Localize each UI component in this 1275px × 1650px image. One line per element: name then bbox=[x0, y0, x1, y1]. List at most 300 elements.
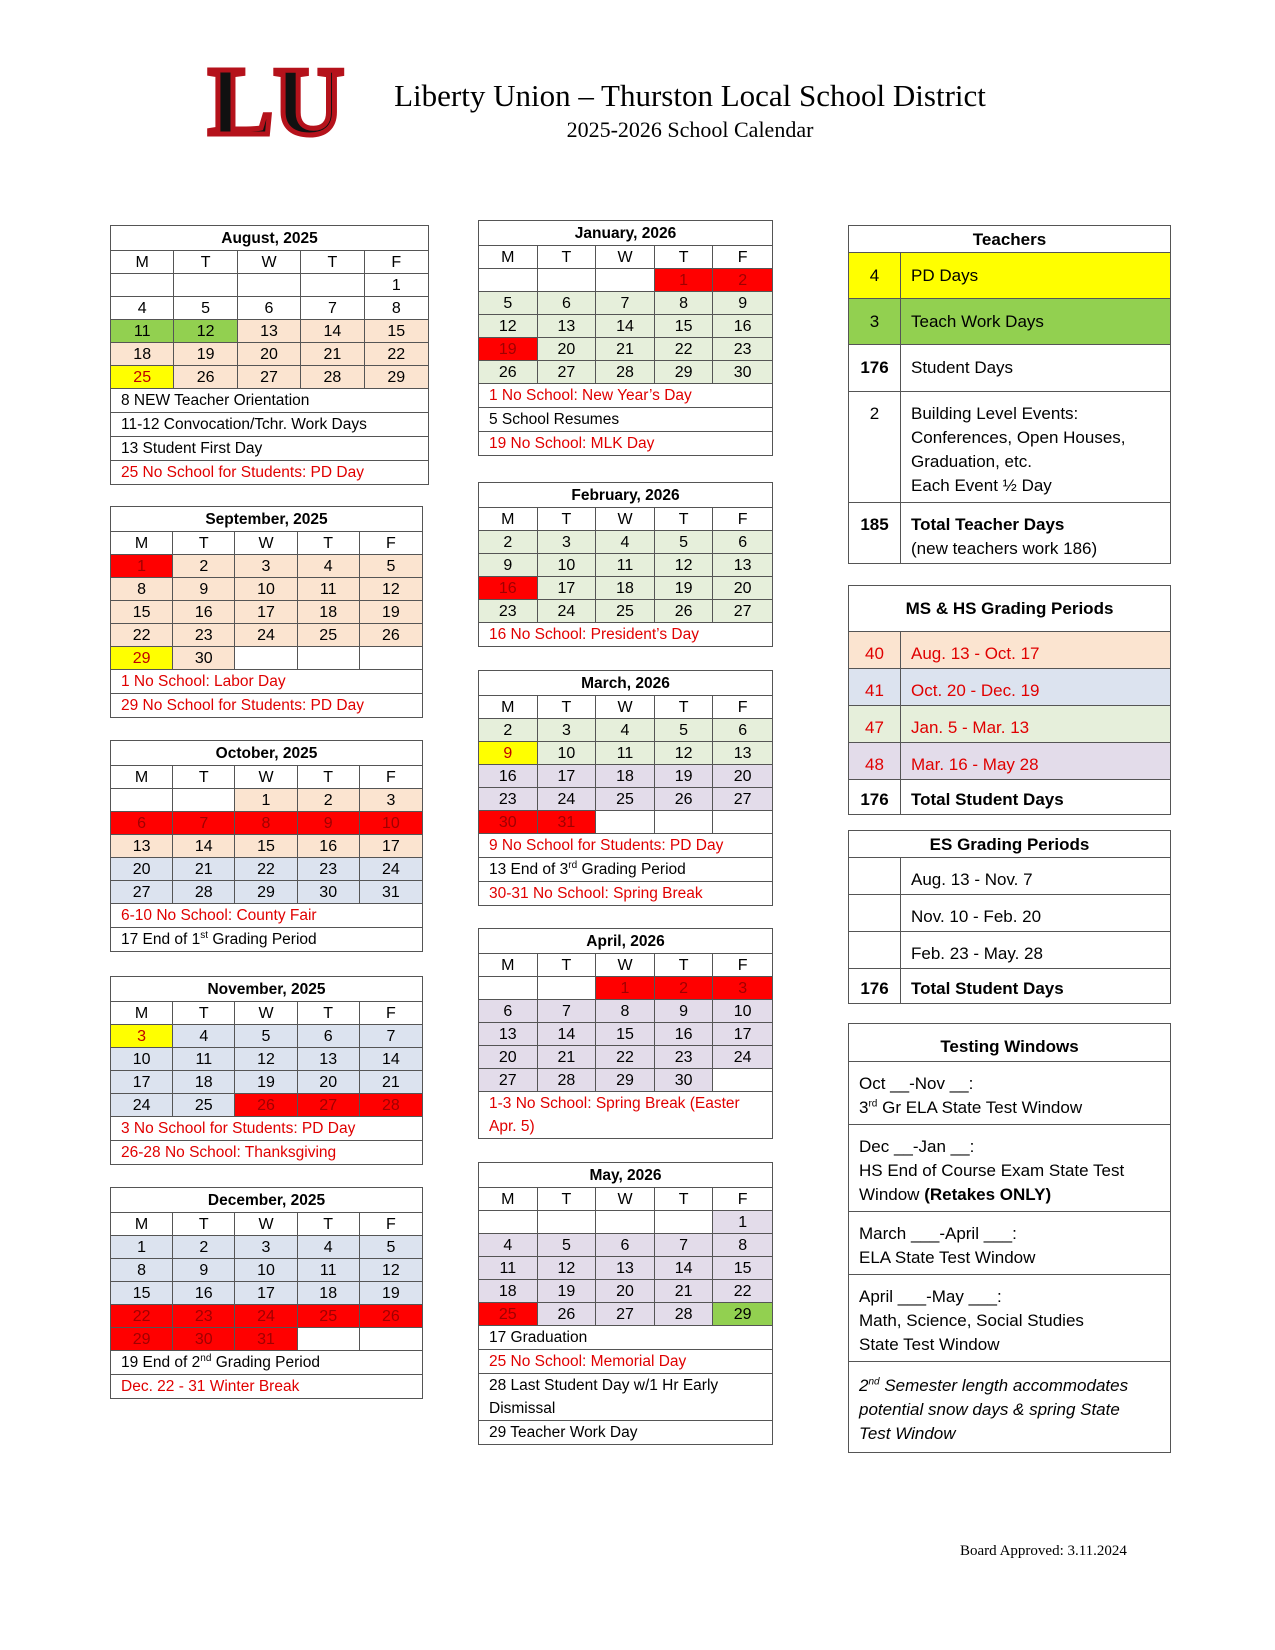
day-cell: 21 bbox=[655, 1280, 714, 1303]
day-cell: 20 bbox=[479, 1046, 538, 1069]
day-cell: 14 bbox=[655, 1257, 714, 1280]
page-subtitle: 2025-2026 School Calendar bbox=[566, 117, 814, 142]
weekday-header: T bbox=[538, 246, 597, 269]
row-number: 2 bbox=[849, 392, 901, 502]
month-april-2026 bbox=[478, 928, 773, 1139]
day-cell: 20 bbox=[596, 1280, 655, 1303]
empty-day-cell bbox=[360, 1328, 422, 1351]
day-cell: 15 bbox=[235, 835, 297, 858]
weekday-header: F bbox=[365, 251, 428, 274]
day-cell: 19 bbox=[655, 577, 714, 600]
day-cell: 17 bbox=[235, 601, 297, 624]
day-cell: 28 bbox=[360, 1094, 422, 1117]
day-cell: 21 bbox=[301, 343, 364, 366]
day-cell: 29 bbox=[235, 881, 297, 904]
row-label: Total Student Days bbox=[911, 790, 1064, 809]
weekday-header: M bbox=[111, 1213, 173, 1236]
day-cell: 17 bbox=[235, 1282, 297, 1305]
month-november-2025 bbox=[110, 976, 423, 1165]
day-cell: 31 bbox=[360, 881, 422, 904]
row-label: Mar. 16 - May 28 bbox=[911, 755, 1039, 774]
weekday-header: T bbox=[173, 1213, 235, 1236]
day-cell: 16 bbox=[713, 315, 772, 338]
month-grid bbox=[111, 251, 428, 389]
day-cell: 4 bbox=[298, 1236, 360, 1259]
teachers-row-total bbox=[849, 503, 1170, 563]
month-note: 11-12 Convocation/Tchr. Work Days bbox=[111, 413, 428, 437]
es-total-row bbox=[849, 969, 1170, 1003]
day-cell: 27 bbox=[111, 881, 173, 904]
day-cell: 27 bbox=[713, 788, 772, 811]
day-cell: 22 bbox=[713, 1280, 772, 1303]
day-cell: 20 bbox=[713, 765, 772, 788]
empty-day-cell bbox=[479, 1211, 538, 1234]
testing-desc: Math, Science, Social Studies bbox=[859, 1311, 1084, 1330]
weekday-header: W bbox=[596, 954, 655, 977]
weekday-header: F bbox=[360, 1002, 422, 1025]
testing-desc: Window (Retakes ONLY) bbox=[859, 1185, 1052, 1204]
day-cell: 15 bbox=[111, 1282, 173, 1305]
day-cell: 2 bbox=[173, 1236, 235, 1259]
month-title: August, 2025 bbox=[111, 226, 428, 251]
day-cell: 26 bbox=[655, 600, 714, 623]
weekday-header: T bbox=[538, 1188, 597, 1211]
day-cell: 10 bbox=[235, 578, 297, 601]
day-cell: 12 bbox=[235, 1048, 297, 1071]
day-cell: 24 bbox=[360, 858, 422, 881]
day-cell: 8 bbox=[111, 1259, 173, 1282]
month-note: 19 End of 2nd Grading Period bbox=[111, 1351, 422, 1375]
weekday-header: W bbox=[596, 246, 655, 269]
weekday-header: M bbox=[479, 1188, 538, 1211]
day-cell: 10 bbox=[235, 1259, 297, 1282]
month-grid bbox=[479, 954, 772, 1092]
weekday-header: W bbox=[596, 508, 655, 531]
weekday-header: T bbox=[301, 251, 364, 274]
day-cell: 2 bbox=[713, 269, 772, 292]
day-cell: 24 bbox=[235, 624, 297, 647]
weekday-header: F bbox=[360, 532, 422, 555]
day-cell: 13 bbox=[713, 742, 772, 765]
teachers-row-work bbox=[849, 299, 1170, 345]
day-cell: 27 bbox=[538, 361, 597, 384]
board-approved: Board Approved: 3.11.2024 bbox=[960, 1543, 1127, 1559]
month-note: 17 Graduation bbox=[479, 1326, 772, 1350]
day-cell: 19 bbox=[655, 765, 714, 788]
month-title: April, 2026 bbox=[479, 929, 772, 954]
day-cell: 29 bbox=[111, 647, 173, 670]
weekday-header: T bbox=[173, 1002, 235, 1025]
day-cell: 6 bbox=[479, 1000, 538, 1023]
day-cell: 15 bbox=[596, 1023, 655, 1046]
day-cell: 22 bbox=[596, 1046, 655, 1069]
weekday-header: W bbox=[596, 696, 655, 719]
month-january-2026 bbox=[478, 220, 773, 456]
day-cell: 19 bbox=[538, 1280, 597, 1303]
weekday-header: T bbox=[538, 508, 597, 531]
weekday-header: T bbox=[173, 532, 235, 555]
day-cell: 12 bbox=[655, 554, 714, 577]
day-cell: 13 bbox=[298, 1048, 360, 1071]
day-cell: 1 bbox=[111, 555, 173, 578]
day-cell: 11 bbox=[173, 1048, 235, 1071]
weekday-header: T bbox=[538, 696, 597, 719]
row-line: Conferences, Open Houses, bbox=[911, 428, 1126, 447]
page-title: Liberty Union – Thurston Local School District bbox=[394, 78, 986, 113]
testing-windows bbox=[848, 1023, 1171, 1453]
day-cell: 3 bbox=[360, 789, 422, 812]
weekday-header: T bbox=[655, 508, 714, 531]
day-cell: 26 bbox=[479, 361, 538, 384]
day-cell: 22 bbox=[235, 858, 297, 881]
row-label: Total Student Days bbox=[911, 979, 1064, 998]
month-title: October, 2025 bbox=[111, 741, 422, 766]
row-number: 47 bbox=[849, 706, 901, 742]
testing-date: March ___-April ___: bbox=[859, 1224, 1017, 1243]
day-cell: 27 bbox=[596, 1303, 655, 1326]
day-cell: 20 bbox=[111, 858, 173, 881]
row-number: 3 bbox=[849, 299, 901, 344]
day-cell: 23 bbox=[479, 788, 538, 811]
day-cell: 7 bbox=[360, 1025, 422, 1048]
testing-window-row bbox=[849, 1275, 1170, 1362]
month-title: December, 2025 bbox=[111, 1188, 422, 1213]
month-note: 16 No School: President’s Day bbox=[489, 626, 699, 643]
row-label: Nov. 10 - Feb. 20 bbox=[911, 907, 1042, 926]
day-cell: 30 bbox=[173, 647, 235, 670]
weekday-header: W bbox=[238, 251, 301, 274]
month-note: 1 No School: New Year’s Day bbox=[479, 384, 772, 408]
month-title: May, 2026 bbox=[479, 1163, 772, 1188]
day-cell: 15 bbox=[655, 315, 714, 338]
row-line: Each Event ½ Day bbox=[911, 476, 1052, 495]
month-note: 25 No School: Memorial Day bbox=[479, 1350, 772, 1374]
month-note: 26-28 No School: Thanksgiving bbox=[121, 1144, 337, 1161]
day-cell: 2 bbox=[173, 555, 235, 578]
day-cell: 15 bbox=[111, 601, 173, 624]
day-cell: 24 bbox=[538, 600, 597, 623]
month-grid bbox=[111, 532, 422, 670]
month-note: 30-31 No School: Spring Break bbox=[489, 885, 703, 902]
empty-day-cell bbox=[713, 811, 772, 834]
day-cell: 1 bbox=[655, 269, 714, 292]
testing-window-row bbox=[849, 1212, 1170, 1275]
day-cell: 21 bbox=[173, 858, 235, 881]
month-note: 6-10 No School: County Fair bbox=[111, 904, 422, 928]
day-cell: 21 bbox=[596, 338, 655, 361]
weekday-header: M bbox=[479, 696, 538, 719]
day-cell: 8 bbox=[111, 578, 173, 601]
day-cell: 5 bbox=[360, 1236, 422, 1259]
empty-day-cell bbox=[111, 789, 173, 812]
row-line: (new teachers work 186) bbox=[911, 539, 1098, 558]
empty-day-cell bbox=[238, 274, 301, 297]
day-cell: 25 bbox=[298, 1305, 360, 1328]
day-cell: 7 bbox=[173, 812, 235, 835]
day-cell: 29 bbox=[596, 1069, 655, 1092]
day-cell: 1 bbox=[713, 1211, 772, 1234]
day-cell: 18 bbox=[298, 601, 360, 624]
day-cell: 14 bbox=[360, 1048, 422, 1071]
day-cell: 23 bbox=[655, 1046, 714, 1069]
day-cell: 4 bbox=[479, 1234, 538, 1257]
day-cell: 25 bbox=[596, 600, 655, 623]
weekday-header: T bbox=[655, 1188, 714, 1211]
day-cell: 17 bbox=[538, 577, 597, 600]
day-cell: 14 bbox=[596, 315, 655, 338]
month-title: March, 2026 bbox=[479, 671, 772, 696]
month-note: 9 No School for Students: PD Day bbox=[479, 834, 772, 858]
day-cell: 13 bbox=[596, 1257, 655, 1280]
weekday-header: M bbox=[479, 508, 538, 531]
month-note: 3 No School for Students: PD Day bbox=[111, 1117, 422, 1141]
day-cell: 5 bbox=[655, 719, 714, 742]
weekday-header: T bbox=[174, 251, 237, 274]
empty-day-cell bbox=[713, 1069, 772, 1092]
weekday-header: T bbox=[655, 246, 714, 269]
day-cell: 30 bbox=[655, 1069, 714, 1092]
day-cell: 26 bbox=[174, 366, 237, 389]
day-cell: 27 bbox=[298, 1094, 360, 1117]
day-cell: 2 bbox=[479, 531, 538, 554]
day-cell: 10 bbox=[538, 554, 597, 577]
weekday-header: T bbox=[655, 954, 714, 977]
empty-day-cell bbox=[360, 647, 422, 670]
day-cell: 31 bbox=[235, 1328, 297, 1351]
weekday-header: F bbox=[360, 1213, 422, 1236]
testing-title: Testing Windows bbox=[849, 1024, 1170, 1062]
logo-text: LU bbox=[208, 48, 345, 156]
day-cell: 13 bbox=[111, 835, 173, 858]
day-cell: 1 bbox=[365, 274, 428, 297]
row-label: Aug. 13 - Oct. 17 bbox=[911, 644, 1040, 663]
month-february-2026 bbox=[478, 482, 773, 647]
day-cell: 6 bbox=[596, 1234, 655, 1257]
weekday-header: M bbox=[479, 246, 538, 269]
month-note: 28 Last Student Day w/1 Hr Early Dismissal bbox=[479, 1374, 772, 1421]
row-label: PD Days bbox=[911, 266, 979, 285]
day-cell: 13 bbox=[479, 1023, 538, 1046]
day-cell: 8 bbox=[365, 297, 428, 320]
day-cell: 21 bbox=[360, 1071, 422, 1094]
day-cell: 22 bbox=[655, 338, 714, 361]
day-cell: 5 bbox=[174, 297, 237, 320]
day-cell: 28 bbox=[301, 366, 364, 389]
day-cell: 28 bbox=[655, 1303, 714, 1326]
weekday-header: M bbox=[111, 251, 174, 274]
day-cell: 30 bbox=[713, 361, 772, 384]
ms-hs-row bbox=[849, 669, 1170, 706]
empty-day-cell bbox=[655, 811, 714, 834]
day-cell: 26 bbox=[360, 1305, 422, 1328]
day-cell: 1 bbox=[235, 789, 297, 812]
day-cell: 12 bbox=[479, 315, 538, 338]
weekday-header: F bbox=[713, 1188, 772, 1211]
weekday-header: F bbox=[360, 766, 422, 789]
day-cell: 3 bbox=[713, 977, 772, 1000]
month-grid bbox=[479, 1188, 772, 1326]
weekday-header: W bbox=[235, 532, 297, 555]
month-march-2026 bbox=[478, 670, 773, 906]
day-cell: 29 bbox=[655, 361, 714, 384]
day-cell: 9 bbox=[713, 292, 772, 315]
es-title: ES Grading Periods bbox=[849, 831, 1170, 858]
day-cell: 6 bbox=[713, 719, 772, 742]
weekday-header: W bbox=[235, 1213, 297, 1236]
row-number: 176 bbox=[849, 969, 901, 1003]
testing-note: 2nd Semester length accommodates potential snow days & spring State Test Window bbox=[859, 1376, 1129, 1443]
row-number: 4 bbox=[849, 253, 901, 298]
day-cell: 29 bbox=[713, 1303, 772, 1326]
day-cell: 15 bbox=[365, 320, 428, 343]
month-title: February, 2026 bbox=[479, 483, 772, 508]
month-september-2025 bbox=[110, 506, 423, 718]
empty-day-cell bbox=[298, 1328, 360, 1351]
day-cell: 16 bbox=[173, 601, 235, 624]
day-cell: 18 bbox=[479, 1280, 538, 1303]
row-label: Oct. 20 - Dec. 19 bbox=[911, 681, 1040, 700]
month-note: 13 End of 3rd Grading Period bbox=[479, 858, 772, 882]
empty-day-cell bbox=[479, 269, 538, 292]
testing-date: Dec __-Jan __: bbox=[859, 1137, 975, 1156]
day-cell: 13 bbox=[538, 315, 597, 338]
district-logo bbox=[205, 48, 345, 156]
empty-day-cell bbox=[538, 1211, 597, 1234]
day-cell: 29 bbox=[111, 1328, 173, 1351]
day-cell: 4 bbox=[596, 531, 655, 554]
month-title: September, 2025 bbox=[111, 507, 422, 532]
day-cell: 3 bbox=[235, 555, 297, 578]
day-cell: 26 bbox=[655, 788, 714, 811]
day-cell: 18 bbox=[111, 343, 174, 366]
day-cell: 19 bbox=[360, 601, 422, 624]
day-cell: 12 bbox=[360, 1259, 422, 1282]
weekday-header: T bbox=[538, 954, 597, 977]
day-cell: 9 bbox=[479, 742, 538, 765]
day-cell: 19 bbox=[479, 338, 538, 361]
day-cell: 11 bbox=[596, 742, 655, 765]
weekday-header: F bbox=[713, 508, 772, 531]
month-title: November, 2025 bbox=[111, 977, 422, 1002]
day-cell: 2 bbox=[655, 977, 714, 1000]
month-note: 1-3 No School: Spring Break (Easter Apr. 5) bbox=[489, 1095, 740, 1135]
es-row bbox=[849, 895, 1170, 932]
row-line: Total Teacher Days bbox=[911, 515, 1065, 534]
day-cell: 12 bbox=[360, 578, 422, 601]
weekday-header: T bbox=[298, 1213, 360, 1236]
day-cell: 2 bbox=[479, 719, 538, 742]
day-cell: 18 bbox=[298, 1282, 360, 1305]
day-cell: 28 bbox=[173, 881, 235, 904]
row-line: Graduation, etc. bbox=[911, 452, 1032, 471]
month-note: Dec. 22 - 31 Winter Break bbox=[121, 1378, 300, 1395]
weekday-header: T bbox=[655, 696, 714, 719]
month-title: January, 2026 bbox=[479, 221, 772, 246]
day-cell: 4 bbox=[298, 555, 360, 578]
empty-day-cell bbox=[174, 274, 237, 297]
day-cell: 3 bbox=[111, 1025, 173, 1048]
day-cell: 20 bbox=[238, 343, 301, 366]
day-cell: 26 bbox=[360, 624, 422, 647]
empty-day-cell bbox=[538, 269, 597, 292]
day-cell: 5 bbox=[360, 555, 422, 578]
day-cell: 25 bbox=[173, 1094, 235, 1117]
day-cell: 6 bbox=[111, 812, 173, 835]
day-cell: 20 bbox=[713, 577, 772, 600]
row-label: Teach Work Days bbox=[911, 312, 1044, 331]
ms-hs-title: MS & HS Grading Periods bbox=[849, 586, 1170, 632]
day-cell: 12 bbox=[655, 742, 714, 765]
day-cell: 4 bbox=[173, 1025, 235, 1048]
teachers-row-pd bbox=[849, 253, 1170, 299]
day-cell: 7 bbox=[301, 297, 364, 320]
day-cell: 16 bbox=[479, 765, 538, 788]
empty-day-cell bbox=[538, 977, 597, 1000]
row-number: 48 bbox=[849, 743, 901, 779]
row-number: 40 bbox=[849, 632, 901, 668]
day-cell: 9 bbox=[655, 1000, 714, 1023]
es-grading-periods bbox=[848, 830, 1171, 1004]
day-cell: 3 bbox=[538, 719, 597, 742]
day-cell: 9 bbox=[173, 1259, 235, 1282]
day-cell: 27 bbox=[479, 1069, 538, 1092]
day-cell: 30 bbox=[298, 881, 360, 904]
month-august-2025 bbox=[110, 225, 429, 485]
month-grid bbox=[479, 508, 772, 623]
day-cell: 13 bbox=[238, 320, 301, 343]
day-cell: 10 bbox=[111, 1048, 173, 1071]
day-cell: 5 bbox=[235, 1025, 297, 1048]
day-cell: 5 bbox=[479, 292, 538, 315]
month-note: 13 Student First Day bbox=[111, 437, 428, 461]
testing-desc: 3rd Gr ELA State Test Window bbox=[859, 1098, 1083, 1117]
month-grid bbox=[111, 766, 422, 904]
day-cell: 3 bbox=[538, 531, 597, 554]
month-note: 29 No School for Students: PD Day bbox=[121, 697, 364, 714]
ms-hs-row bbox=[849, 706, 1170, 743]
day-cell: 1 bbox=[596, 977, 655, 1000]
day-cell: 7 bbox=[655, 1234, 714, 1257]
day-cell: 17 bbox=[360, 835, 422, 858]
month-grid bbox=[111, 1002, 422, 1117]
day-cell: 18 bbox=[596, 577, 655, 600]
day-cell: 6 bbox=[238, 297, 301, 320]
day-cell: 12 bbox=[174, 320, 237, 343]
day-cell: 11 bbox=[298, 578, 360, 601]
month-note: 25 No School for Students: PD Day bbox=[121, 464, 364, 481]
day-cell: 1 bbox=[111, 1236, 173, 1259]
month-note: 1 No School: Labor Day bbox=[111, 670, 422, 694]
day-cell: 20 bbox=[538, 338, 597, 361]
row-number: 41 bbox=[849, 669, 901, 705]
day-cell: 18 bbox=[596, 765, 655, 788]
month-note: 19 No School: MLK Day bbox=[489, 435, 655, 452]
day-cell: 9 bbox=[298, 812, 360, 835]
row-number: 185 bbox=[849, 503, 901, 563]
day-cell: 13 bbox=[713, 554, 772, 577]
weekday-header: M bbox=[479, 954, 538, 977]
testing-window-row bbox=[849, 1062, 1170, 1125]
day-cell: 21 bbox=[538, 1046, 597, 1069]
month-may-2026 bbox=[478, 1162, 773, 1445]
weekday-header: W bbox=[235, 1002, 297, 1025]
empty-day-cell bbox=[596, 269, 655, 292]
ms-hs-total-row bbox=[849, 780, 1170, 814]
row-number: 176 bbox=[849, 345, 901, 391]
day-cell: 23 bbox=[173, 1305, 235, 1328]
day-cell: 6 bbox=[298, 1025, 360, 1048]
day-cell: 8 bbox=[655, 292, 714, 315]
